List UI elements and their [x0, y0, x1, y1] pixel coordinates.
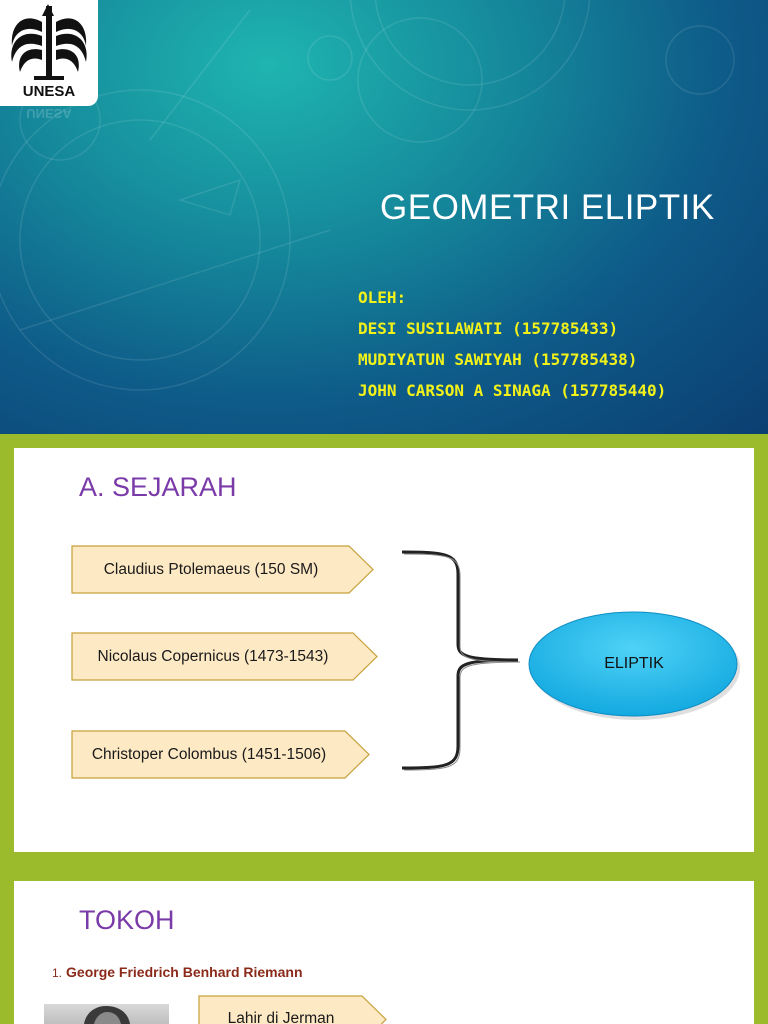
- tokoh-item: [52, 964, 303, 980]
- slide-title: GEOMETRI ELIPTIK: [380, 188, 715, 227]
- unesa-logo: [0, 0, 98, 106]
- unesa-emblem-icon: [4, 2, 94, 84]
- author-2: MUDIYATUN SAWIYAH (157785438): [358, 350, 638, 369]
- title-slide: [0, 0, 768, 434]
- figure-label: Christoper Colombus (1451-1506): [91, 745, 327, 763]
- note-box: [198, 995, 388, 1024]
- author-list: [358, 282, 666, 406]
- riemann-photo: [44, 1004, 169, 1024]
- figure-box-copernicus: [71, 632, 379, 681]
- item-name: George Friedrich Benhard Riemann: [66, 964, 303, 980]
- portrait-image: [44, 1004, 169, 1024]
- author-1: DESI SUSILAWATI (157785433): [358, 319, 619, 338]
- eliptik-node: [526, 608, 742, 724]
- author-3: JOHN CARSON A SINAGA (157785440): [358, 381, 667, 400]
- sejarah-heading: A. SEJARAH: [79, 472, 237, 502]
- figure-box-ptolemaeus: [71, 545, 375, 594]
- figure-box-colombus: [71, 730, 371, 779]
- tokoh-heading: TOKOH: [79, 905, 175, 935]
- curly-brace: [396, 544, 526, 776]
- logo-reflection: UNESA: [26, 106, 72, 121]
- note-label: Lahir di Jerman: [227, 1010, 335, 1024]
- eliptik-label: ELIPTIK: [604, 655, 664, 672]
- figure-label: Claudius Ptolemaeus (150 SM): [103, 560, 319, 578]
- author-label: OLEH:: [358, 288, 407, 307]
- item-number: 1.: [52, 966, 63, 980]
- figure-label: Nicolaus Copernicus (1473-1543): [97, 647, 329, 665]
- logo-text: UNESA: [22, 83, 76, 100]
